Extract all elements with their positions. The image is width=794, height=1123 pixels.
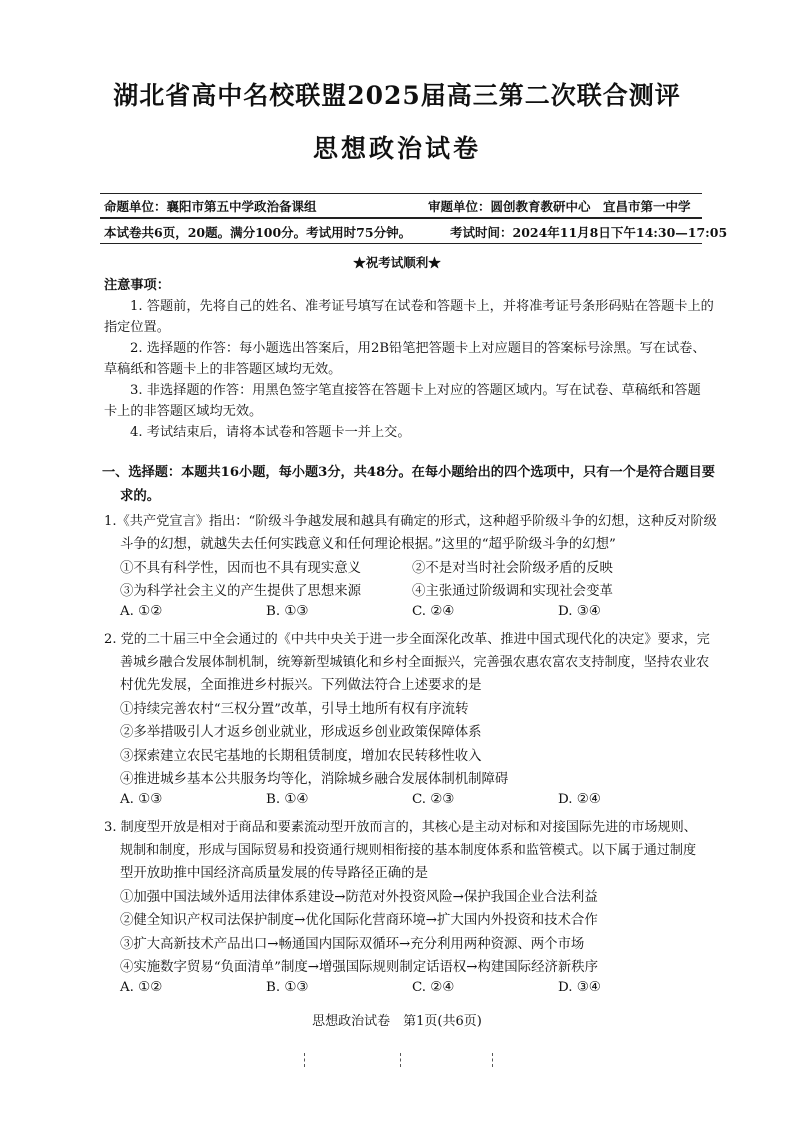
question-stem: 型开放助推中国经济高质量发展的传导路径正确的是 [120,866,428,881]
statement-item: ③探索建立农民宅基地的长期租赁制度，增加农民转移性收入 [120,749,482,764]
answer-option-a: A. ①② [120,604,163,619]
statement-item: ①持续完善农村“三权分置”改革，引导土地所有权有序流转 [120,702,469,717]
question-stem: 规制和制度，形成与国际贸易和投资通行规则相衔接的基本制度体系和监管模式。以下属于通过制度 [120,843,697,858]
good-luck-wish: ★祝考试顺利★ [353,255,441,270]
binding-mark [304,1053,306,1067]
answer-option-c: C. ②④ [412,604,455,619]
question-stem: 斗争的幻想，就越失去任何实践意义和任何理论根据。”这里的“超乎阶级斗争的幻想” [120,537,616,552]
question-stem: 善城乡融合发展体制机制，统筹新型城镇化和乡村全面振兴，完善强农惠农富农支持制度，坚持农业农 [120,655,710,670]
statement-item: ③扩大高新技术产品出口→畅通国内国际双循环→充分利用两种资源、两个市场 [120,937,585,952]
exam-title: 湖北省高中名校联盟2025届高三第二次联合测评 [113,81,681,110]
answer-option-a: A. ①③ [120,792,163,807]
statement-item: ②多举措吸引人才返乡创业就业，形成返乡创业政策保障体系 [120,725,482,740]
notice-line: 3. 非选择题的作答：用黑色签字笔直接答在答题卡上对应的答题区域内。写在试卷、草稿纸和答题 [130,383,701,398]
notice-line: 1. 答题前，先将自己的姓名、准考证号填写在试卷和答题卡上，并将准考证号条形码贴在答题卡上的 [130,299,714,314]
notice-line: 指定位置。 [104,320,170,335]
header-rule-bottom [100,243,702,244]
answer-option-b: B. ①③ [266,604,309,619]
binding-mark [400,1053,402,1067]
question-stem: 1.《共产党宣言》指出：“阶级斗争越发展和越具有确定的形式，这种超乎阶级斗争的幻想，这种反对阶级 [104,514,717,529]
notice-line: 2. 选择题的作答：每小题选出答案后，用2B铅笔把答题卡上对应题目的答案标号涂黑。写在试卷、 [130,341,706,356]
proposer-unit: 命题单位：襄阳市第五中学政治备课组 [104,199,317,214]
subject-title: 思想政治试卷 [312,134,481,163]
page-footer: 思想政治试卷 第1页(共6页) [312,1014,482,1029]
notice-line: 草稿纸和答题卡上的非答题区域均无效。 [104,362,342,377]
question-stem: 2. 党的二十届三中全会通过的《中共中央关于进一步全面深化改革、推进中国式现代化的决定》要求，完 [104,632,710,647]
statement-item: ①加强中国法域外适用法律体系建设→防范对外投资风险→保护我国企业合法利益 [120,890,598,905]
section-heading: 一、选择题：本题共16小题，每小题3分，共48分。在每小题给出的四个选项中，只有一个是符合题目要 [102,465,715,480]
answer-option-b: B. ①③ [266,980,309,995]
notice-heading: 注意事项： [104,278,170,293]
answer-option-c: C. ②④ [412,980,455,995]
answer-option-d: D. ③④ [558,604,601,619]
paper-info: 本试卷共6页，20题。满分100分。考试用时75分钟。 [104,225,412,240]
notice-line: 4. 考试结束后，请将本试卷和答题卡一并上交。 [130,425,411,440]
statement-item: ④实施数字贸易“负面清单”制度→增强国际规则制定话语权→构建国际经济新秩序 [120,960,599,975]
reviewer-unit: 审题单位：圆创教育教研中心 宜昌市第一中学 [428,199,691,214]
statement-item: ④主张通过阶级调和实现社会变革 [412,584,613,599]
header-rule-top [100,193,702,194]
header-rule-mid [100,217,702,219]
notice-line: 卡上的非答题区域均无效。 [104,404,263,419]
answer-option-b: B. ①④ [266,792,309,807]
section-heading-cont: 求的。 [120,488,161,504]
binding-mark [492,1053,494,1067]
statement-item: ①不具有科学性，因而也不具有现实意义 [120,561,362,576]
answer-option-d: D. ②④ [558,792,601,807]
answer-option-a: A. ①② [120,980,163,995]
question-stem: 村优先发展，全面推进乡村振兴。下列做法符合上述要求的是 [120,678,482,693]
question-stem: 3. 制度型开放是相对于商品和要素流动型开放而言的，其核心是主动对标和对接国际先进的市场规则、 [104,820,697,835]
statement-item: ④推进城乡基本公共服务均等化，消除城乡融合发展体制机制障碍 [120,772,509,787]
statement-item: ②健全知识产权司法保护制度→优化国际化营商环境→扩大国内外投资和技术合作 [120,913,598,928]
statement-item: ③为科学社会主义的产生提供了思想来源 [120,584,362,599]
answer-option-d: D. ③④ [558,980,601,995]
answer-option-c: C. ②③ [412,792,455,807]
statement-item: ②不是对当时社会阶级矛盾的反映 [412,561,613,576]
exam-time: 考试时间：2024年11月8日下午14:30—17:05 [450,225,728,240]
